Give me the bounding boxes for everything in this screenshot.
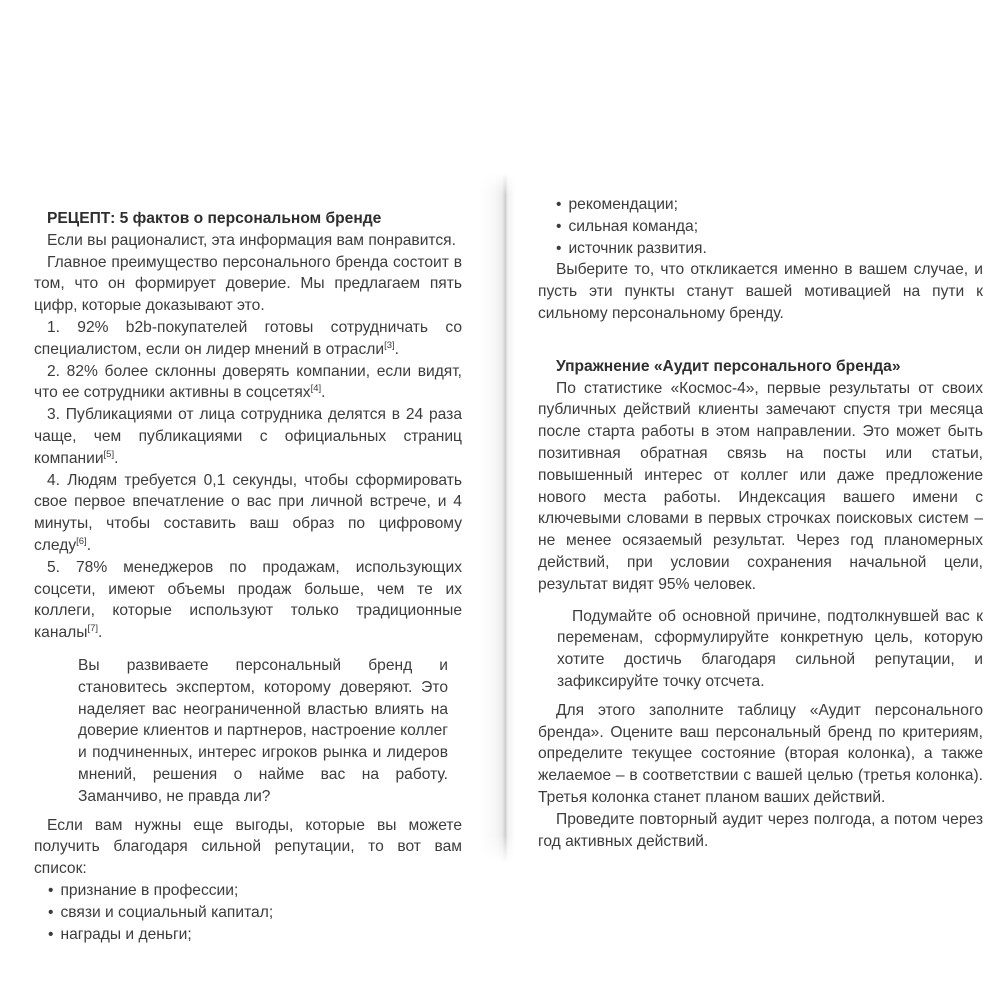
list-item	[556, 238, 983, 260]
fact-tail: .	[86, 536, 92, 554]
statistics-paragraph: По статистике «Космос-4», первые результаты от своих публичных действий клиенты замечают спустя три месяца после старта работы в этом направлении. Это может быть позитивная обратная связь на посты или статьи, повышенный интерес от коллег или даже предложение нового места работы. Индексация вашего имени с ключевыми словами в первых строчках поисковых систем – не менее осязаемый результат. Через год планомерных действий, при условии сохранения начальной цели, результат видят 95% человек.	[538, 379, 983, 593]
list-item-label: рекомендации;	[568, 196, 678, 213]
benefits-list	[34, 880, 462, 945]
repeat-audit-paragraph: Проведите повторный аудит через полгода, а потом через год активных действий.	[538, 810, 983, 850]
list-item-label: источник развития.	[568, 239, 707, 257]
bullet-icon: •	[556, 217, 562, 235]
bullet-icon: •	[48, 903, 54, 921]
table-instruction-paragraph: Для этого заполните таблицу «Аудит персонального бренда». Оцените ваш персональный бренд по критериям, определите текущее состояние (вторая колонка), а также желаемое – в соответствии с вашей целью (третья колонка). Третья колонка станет планом ваших действий.	[538, 701, 983, 806]
page-gutter-shadow	[479, 173, 515, 863]
intro-paragraph: Главное преимущество персонального бренда состоит в том, что он формирует доверие. Мы предлагаем пять цифр, которые доказывают это.	[34, 253, 462, 315]
fact-tail: .	[114, 449, 119, 467]
recipe-heading: РЕЦЕПТ: 5 фактов о персональном бренде	[47, 210, 382, 227]
fact-text: 5. 78% менеджеров по продажам, использующих соцсети, имеют объемы продаж больше, чем те их коллеги, которые используют только традиционные каналы	[34, 558, 462, 642]
list-item	[48, 880, 462, 902]
footnote-ref: [6]	[76, 535, 87, 547]
list-item	[48, 924, 462, 946]
fact-item-4	[34, 470, 462, 557]
right-page	[538, 194, 983, 852]
bullet-icon: •	[48, 925, 54, 943]
bullet-icon: •	[48, 881, 54, 899]
footnote-ref: [4]	[310, 383, 322, 395]
quote-block: Вы развиваете персональный бренд и становитесь экспертом, которому доверяют. Это наделяет вас неограниченной властью влиять на доверие клиентов и партнеров, настроение коллег и подчиненных, интерес игроков рынка и лидеров мнений, решения о найме вас на работу. Заманчиво, не правда ли?	[78, 656, 448, 805]
fact-item-3	[34, 404, 462, 469]
fact-item-1	[34, 317, 462, 361]
fact-text: 1. 92% b2b-покупателей готовы сотрудничать со специалистом, если он лидер мнений в отрасли	[34, 318, 462, 358]
list-item-label: сильная команда;	[568, 217, 699, 235]
intro-paragraph: Если вы рационалист, эта информация вам понравится.	[47, 231, 456, 249]
benefits-list-continued	[538, 194, 983, 259]
list-item	[556, 216, 983, 238]
list-item	[48, 902, 462, 924]
fact-item-5	[34, 557, 462, 644]
fact-tail: .	[394, 340, 399, 358]
left-page	[34, 208, 462, 945]
fact-text: 4. Людям требуется 0,1 секунды, чтобы сформировать свое первое впечатление о вас при личной встрече, и 4 минуты, чтобы составить ваш образ по цифровому следу	[34, 471, 462, 554]
list-item	[556, 194, 983, 216]
fact-tail: .	[98, 624, 103, 642]
fact-text: 3. Публикациями от лица сотрудника делятся в 24 раза чаще, чем публикациями с официальных страниц компании	[34, 406, 462, 467]
fact-text: 2. 82% более склонны доверять компании, если видят, что ее сотрудники активны в соцсетях	[34, 362, 462, 402]
choose-paragraph: Выберите то, что откликается именно в вашем случае, и пусть эти пункты станут вашей мотивацией на пути к сильному персональному бренду.	[538, 261, 983, 322]
exercise-heading: Упражнение «Аудит персонального бренда»	[556, 357, 901, 375]
footnote-ref: [3]	[384, 339, 395, 351]
bullet-icon: •	[556, 239, 562, 257]
fact-tail: .	[321, 384, 326, 402]
footnote-ref: [5]	[103, 448, 115, 460]
footnote-ref: [7]	[87, 622, 98, 634]
list-item-label: признание в профессии;	[60, 881, 239, 899]
fact-item-2	[34, 361, 462, 405]
list-item-label: награды и деньги;	[60, 925, 192, 943]
benefits-intro: Если вам нужны еще выгоды, которые вы можете получить благодаря сильной репутации, то вот вам список:	[34, 816, 462, 878]
list-item-label: связи и социальный капитал;	[60, 903, 274, 921]
task-quote-block: Подумайте об основной причине, подтолкнувшей вас к переменам, сформулируйте конкретную цель, которую хотите достичь благодаря сильной репутации, и зафиксируйте точку отсчета.	[557, 607, 983, 690]
bullet-icon: •	[556, 196, 562, 213]
